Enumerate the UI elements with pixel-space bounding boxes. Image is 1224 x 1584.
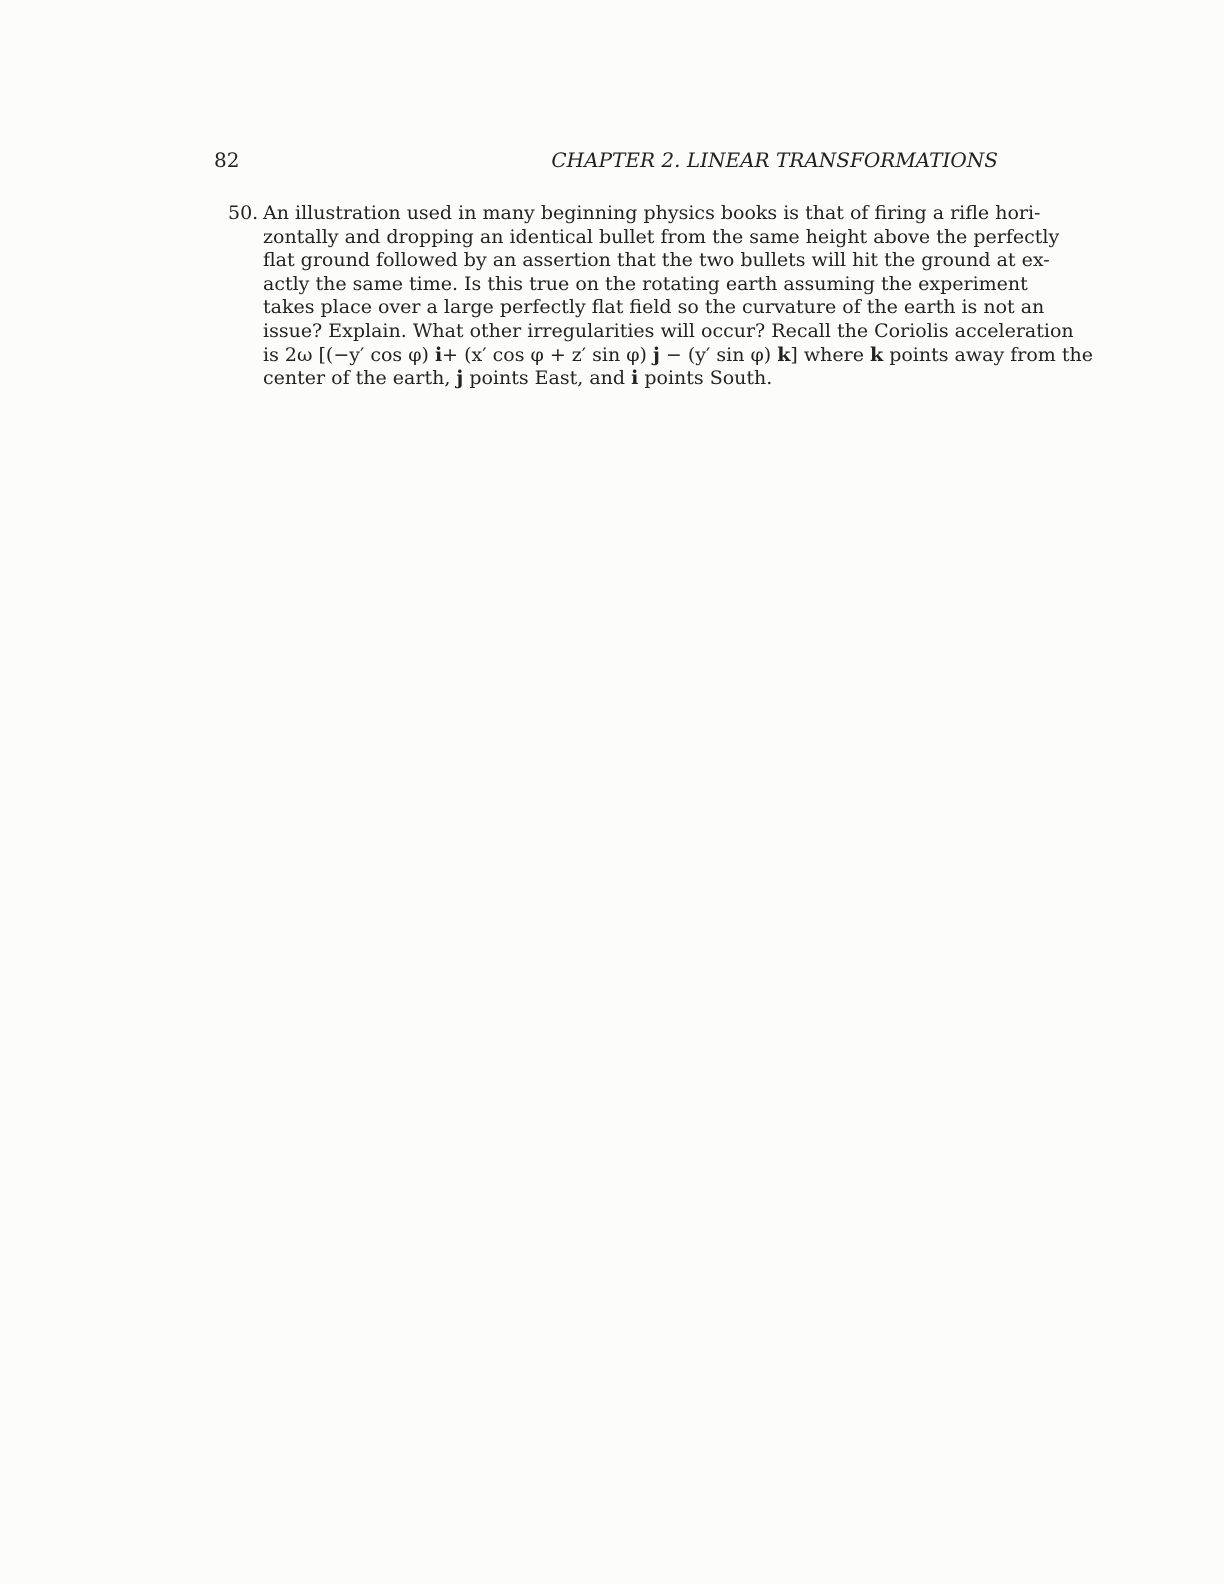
exercise-number: 50. [228, 202, 259, 224]
vector-j: j [653, 343, 660, 366]
coriolis-formula-line [263, 343, 1093, 368]
last-line-end: points South. [638, 367, 773, 390]
exercise-last-line [263, 367, 998, 391]
vector-k: k [777, 343, 791, 366]
formula-mid: + (x′ cos φ + z′ sin φ) [442, 343, 654, 366]
running-head: CHAPTER 2. LINEAR TRANSFORMATIONS [551, 148, 998, 172]
vector-i: i [434, 343, 443, 366]
exercise-line: actly the same time. Is this true on the rotating earth assuming the experiment [263, 272, 1028, 295]
page-number: 82 [214, 148, 240, 172]
exercise-line: zontally and dropping an identical bullet from the same height above the perfectly [263, 225, 1060, 248]
formula-tail: − (y′ sin φ) [659, 343, 778, 366]
formula-after: ] where [790, 343, 870, 366]
last-line-start: center of the earth, [263, 367, 457, 390]
formula-lead: is 2ω [(−y′ cos φ) [263, 343, 435, 366]
last-line-middle: points East, and [463, 367, 632, 390]
vector-i: i [631, 367, 639, 390]
exercise-line: flat ground followed by an assertion that the two bullets will hit the ground at ex- [263, 249, 1050, 272]
exercise-line: An illustration used in many beginning physics books is that of firing a rifle hori- [263, 202, 1041, 224]
exercise-line: takes place over a large perfectly flat field so the curvature of the earth is not an [263, 296, 1045, 319]
vector-j: j [456, 367, 464, 390]
exercise-50 [228, 202, 1093, 391]
vector-k: k [869, 343, 884, 366]
exercise-line: issue? Explain. What other irregularities will occur? Recall the Coriolis acceleration [263, 319, 1074, 342]
formula-end: points away from the [883, 343, 1093, 366]
exercise-text [263, 202, 1093, 391]
